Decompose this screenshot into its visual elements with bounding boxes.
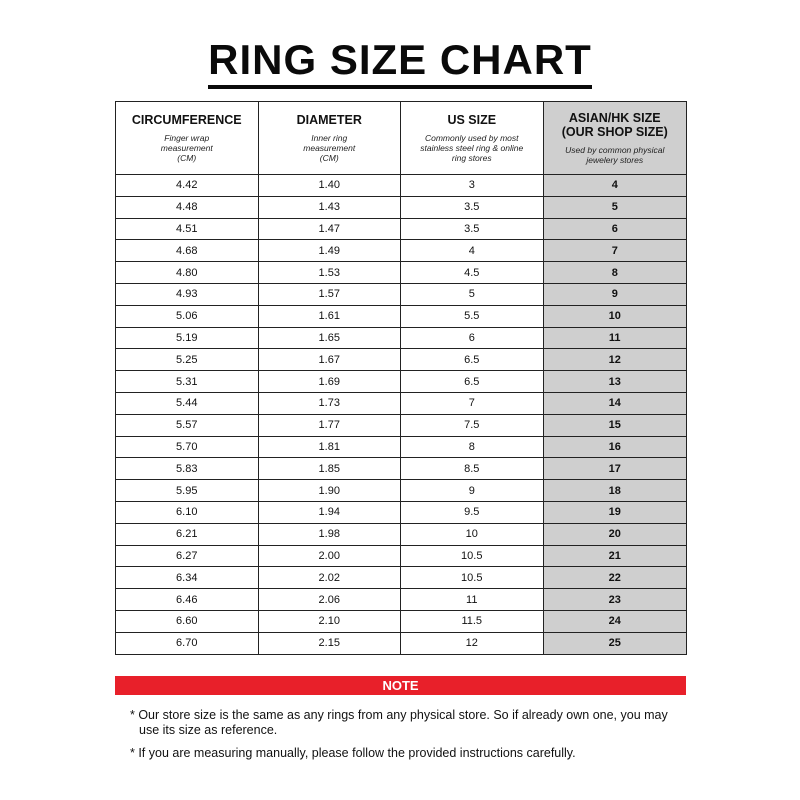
cell-us-size: 8.5 [401,458,544,480]
cell-asian-size: 21 [543,545,687,567]
cell-circumference: 4.68 [116,240,259,262]
cell-circumference: 4.93 [116,283,259,305]
cell-us-size: 6 [401,327,544,349]
table-row [116,436,687,458]
table-row [116,501,687,523]
cell-asian-size: 22 [543,567,687,589]
cell-asian-size: 12 [543,349,687,371]
cell-asian-size: 20 [543,523,687,545]
table-row [116,414,687,436]
table-row [116,371,687,393]
cell-circumference: 5.70 [116,436,259,458]
cell-asian-size: 16 [543,436,687,458]
cell-asian-size: 8 [543,262,687,284]
header-us-size-title: US SIZE [447,113,497,127]
cell-asian-size: 14 [543,392,687,414]
notes-section [130,708,690,769]
page-title [0,36,800,89]
cell-diameter: 1.40 [258,175,401,197]
cell-us-size: 12 [401,632,544,654]
table-row [116,545,687,567]
cell-diameter: 1.49 [258,240,401,262]
cell-us-size: 10 [401,523,544,545]
cell-diameter: 1.67 [258,349,401,371]
page-title-text: RING SIZE CHART [208,36,592,89]
note-item-store-size: * Our store size is the same as any rings from any physical store. So if already own one, you may use its size as reference. [130,708,668,737]
cell-asian-size: 15 [543,414,687,436]
cell-circumference: 6.27 [116,545,259,567]
cell-diameter: 1.73 [258,392,401,414]
cell-diameter: 1.57 [258,283,401,305]
header-diameter-subtitle: Inner ring measurement (CM) [303,133,356,163]
table-row [116,589,687,611]
cell-diameter: 1.85 [258,458,401,480]
header-asian-size [543,102,687,175]
cell-asian-size: 23 [543,589,687,611]
cell-us-size: 9 [401,480,544,502]
cell-diameter: 1.69 [258,371,401,393]
cell-diameter: 2.15 [258,632,401,654]
ring-size-table [115,101,687,655]
cell-circumference: 4.80 [116,262,259,284]
cell-asian-size: 5 [543,196,687,218]
cell-us-size: 3 [401,175,544,197]
cell-asian-size: 25 [543,632,687,654]
cell-asian-size: 10 [543,305,687,327]
table-row [116,610,687,632]
table-body [116,175,687,655]
cell-asian-size: 4 [543,175,687,197]
cell-circumference: 5.95 [116,480,259,502]
header-asian-size-subtitle: Used by common physical jewelery stores [565,145,665,165]
cell-diameter: 1.47 [258,218,401,240]
cell-us-size: 5.5 [401,305,544,327]
table-row [116,196,687,218]
cell-diameter: 1.81 [258,436,401,458]
table-row [116,283,687,305]
cell-asian-size: 7 [543,240,687,262]
cell-us-size: 6.5 [401,371,544,393]
cell-circumference: 5.19 [116,327,259,349]
cell-diameter: 1.94 [258,501,401,523]
cell-us-size: 3.5 [401,218,544,240]
cell-diameter: 2.10 [258,610,401,632]
cell-circumference: 6.10 [116,501,259,523]
cell-diameter: 1.61 [258,305,401,327]
cell-asian-size: 11 [543,327,687,349]
cell-asian-size: 9 [543,283,687,305]
table-row [116,523,687,545]
cell-circumference: 5.44 [116,392,259,414]
cell-asian-size: 19 [543,501,687,523]
cell-diameter: 2.02 [258,567,401,589]
table-row [116,240,687,262]
table-row [116,218,687,240]
table-row [116,480,687,502]
cell-us-size: 10.5 [401,567,544,589]
table-header-row [116,102,687,175]
cell-circumference: 6.21 [116,523,259,545]
cell-asian-size: 18 [543,480,687,502]
cell-us-size: 4.5 [401,262,544,284]
header-circumference-title: CIRCUMFERENCE [131,113,242,127]
cell-diameter: 1.77 [258,414,401,436]
cell-asian-size: 24 [543,610,687,632]
cell-diameter: 1.53 [258,262,401,284]
header-diameter [258,102,401,175]
cell-us-size: 4 [401,240,544,262]
header-diameter-title: DIAMETER [296,113,362,127]
header-circumference [116,102,259,175]
cell-diameter: 1.98 [258,523,401,545]
cell-circumference: 4.42 [116,175,259,197]
table-row [116,327,687,349]
cell-circumference: 5.57 [116,414,259,436]
cell-us-size: 11.5 [401,610,544,632]
cell-us-size: 8 [401,436,544,458]
table-row [116,458,687,480]
table-row [116,175,687,197]
cell-diameter: 1.90 [258,480,401,502]
cell-us-size: 10.5 [401,545,544,567]
cell-circumference: 5.25 [116,349,259,371]
cell-us-size: 6.5 [401,349,544,371]
note-item-measuring: * If you are measuring manually, please follow the provided instructions carefully. [130,746,576,760]
cell-asian-size: 13 [543,371,687,393]
cell-diameter: 2.06 [258,589,401,611]
cell-asian-size: 6 [543,218,687,240]
cell-circumference: 6.34 [116,567,259,589]
cell-us-size: 5 [401,283,544,305]
table-row [116,305,687,327]
cell-circumference: 4.51 [116,218,259,240]
table-row [116,262,687,284]
cell-us-size: 7 [401,392,544,414]
table-row [116,632,687,654]
header-us-size-subtitle: Commonly used by most stainless steel ring & online ring stores [420,133,524,163]
cell-circumference: 6.46 [116,589,259,611]
cell-circumference: 5.83 [116,458,259,480]
cell-us-size: 11 [401,589,544,611]
table-row [116,349,687,371]
table-row [116,392,687,414]
cell-circumference: 5.06 [116,305,259,327]
header-us-size [401,102,544,175]
header-circumference-subtitle: Finger wrap measurement (CM) [160,133,213,163]
cell-diameter: 1.65 [258,327,401,349]
cell-diameter: 2.00 [258,545,401,567]
cell-circumference: 5.31 [116,371,259,393]
cell-diameter: 1.43 [258,196,401,218]
cell-us-size: 9.5 [401,501,544,523]
note-bar: NOTE [115,676,686,695]
cell-circumference: 4.48 [116,196,259,218]
cell-us-size: 7.5 [401,414,544,436]
table-row [116,567,687,589]
cell-circumference: 6.60 [116,610,259,632]
header-asian-size-title: ASIAN/HK SIZE (OUR SHOP SIZE) [561,111,668,139]
cell-us-size: 3.5 [401,196,544,218]
cell-asian-size: 17 [543,458,687,480]
cell-circumference: 6.70 [116,632,259,654]
